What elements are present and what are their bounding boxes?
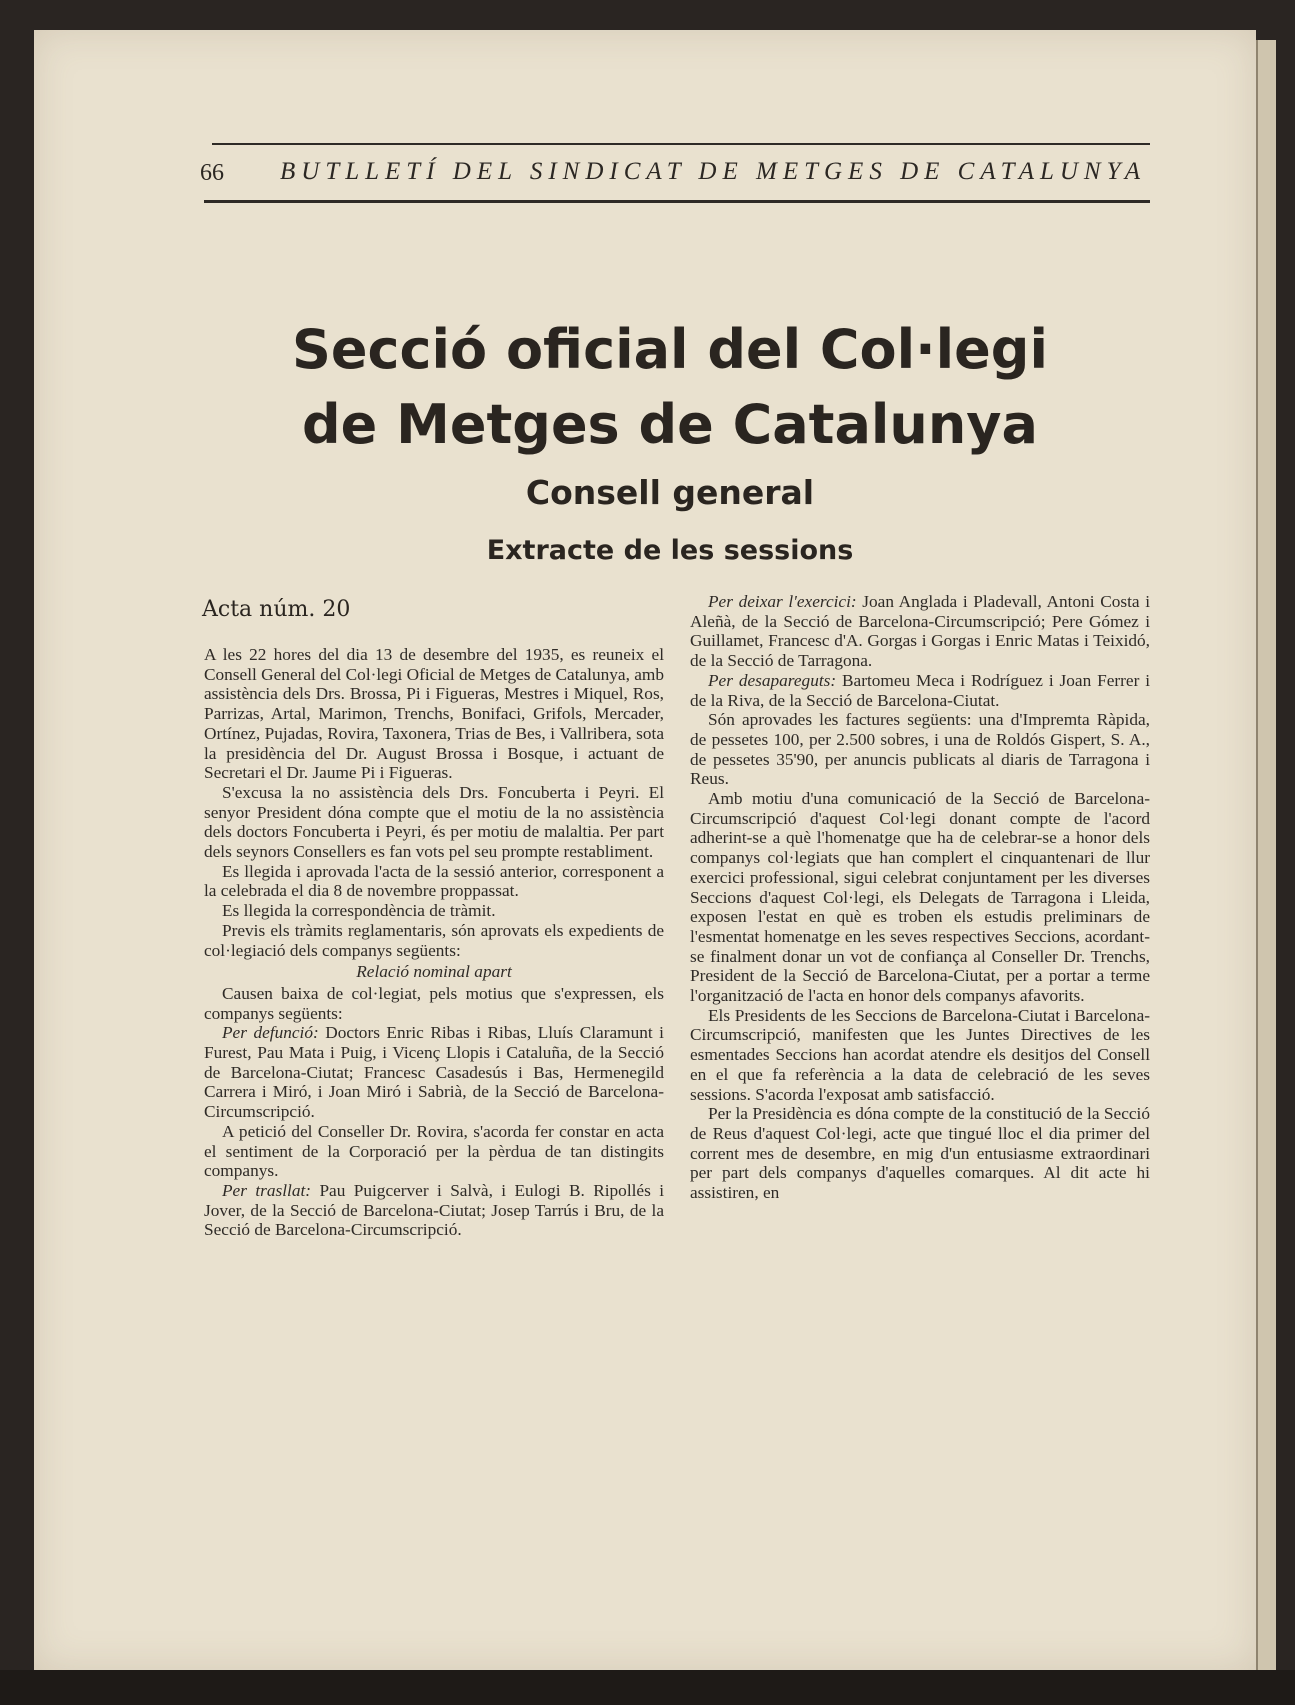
- scan-background: [0, 1670, 1295, 1705]
- acta-heading: Acta núm. 20: [202, 597, 351, 622]
- paragraph: Són aprovades les factures següents: una d'Impremta Ràpida, de pessetes 100, per 2.500 sobres, i una de Roldós Gispert, S. A., de pessetes 35'90, per anuncis publicats al diaris de Tarragona i Reus.: [690, 710, 1150, 789]
- paragraph: [204, 1181, 664, 1240]
- paragraph: [690, 592, 1150, 671]
- paragraph-text: Doctors Enric Ribas i Ribas, Lluís Claramunt i Furest, Pau Mata i Puig, i Vicenç Llopis i Cataluña, de la Secció de Barcelona-Ciutat; Francesc Casadesús i Bas, Hermenegild Carrera i Miró, i Joan Miró i Sabrià, de la Secció de Barcelona-Circumscripció.: [204, 1023, 664, 1122]
- paragraph-text: Joan Anglada i Pladevall, Antoni Costa i Aleñà, de la Secció de Barcelona-Circumscripció; Pere Gómez i Guillamet, Francesc d'A. Gorgas i Gorgas i Enric Matas i Teixidó, de la Secció de Tarragona.: [690, 592, 1150, 671]
- paragraph: [690, 671, 1150, 710]
- header-rule-top: [212, 143, 1150, 145]
- article-title-line2: de Metges de Catalunya: [302, 393, 1038, 456]
- paragraph: Causen baixa de col·legiat, pels motius que s'expressen, els companys següents:: [204, 983, 664, 1023]
- paragraph: Per la Presidència es dóna compte de la constitució de la Secció de Reus d'aquest Col·legi, acte que tingué lloc el dia primer del corrent mes de desembre, en mig d'un entusiasme extraordinari per part dels companys d'aquelles comarques. Al dit acte hi assistiren, en: [690, 1104, 1150, 1203]
- paragraph-label: Per deixar l'exercici:: [708, 592, 857, 611]
- left-column: [204, 645, 664, 1240]
- header-rule-bottom: [204, 200, 1150, 203]
- paragraph-label: Per trasllat:: [222, 1180, 312, 1200]
- section-heading: Extracte de les sessions: [486, 535, 854, 566]
- paragraph-text: Pau Puigcerver i Salvà, i Eulogi B. Ripollés i Jover, de la Secció de Barcelona-Ciutat; Josep Tarrús i Bru, de la Secció de Barcelona-Circumscripció.: [204, 1180, 665, 1240]
- article-subtitle: Consell general: [525, 473, 815, 512]
- paragraph-text: Bartomeu Meca i Rodríguez i Joan Ferrer i de la Riva, de la Secció de Barcelona-Ciutat.: [690, 670, 1151, 710]
- paragraph-label: Per defunció:: [222, 1023, 319, 1043]
- paragraph: Es llegida la correspondència de tràmit.: [222, 901, 496, 921]
- paragraph: Amb motiu d'una comunicació de la Secció de Barcelona-Circumscripció d'aquest Col·legi donant compte de l'acord adherint-se a què l'homenatge que ha de celebrar-se a honor dels companys col·legiats que han complert el cinquantenari de llur exercici professional, sigui celebrat conjuntament per les diverses Seccions d'aquest Col·legi, els Delegats de Tarragona i Lleida, exposen l'estat en què es troben els estudis preliminars de l'esmentat homenatge en les seves respectives Seccions, acordant-se finalment donar un vot de confiança al Conseller Dr. Trenchs, President de la Secció de Barcelona-Ciutat, per a portar a terme l'organització de l'acta en honor dels companys afavorits.: [690, 789, 1150, 1006]
- paragraph: [204, 1023, 664, 1122]
- running-header: [170, 118, 1150, 186]
- page-edge: [1256, 40, 1276, 1680]
- relacio-nominal: Relació nominal apart: [356, 962, 512, 982]
- right-column: [690, 592, 1150, 1203]
- paragraph: A petició del Conseller Dr. Rovira, s'acorda fer constar en acta el sentiment de la Corporació per la pèrdua de tan distingits companys.: [204, 1121, 664, 1181]
- paragraph: Els Presidents de les Seccions de Barcelona-Ciutat i Barcelona-Circumscripció, manifesten que les Juntes Directives de les esmentades Seccions han acordat atendre els desitjos del Consell en el que fa referència a la data de celebració de les seves sessions. S'acorda l'exposat amb satisfacció.: [690, 1005, 1150, 1104]
- paragraph: Previs els tràmits reglamentaris, són aprovats els expedients de col·legiació dels companys següents:: [204, 920, 664, 960]
- article-title-line1: Secció oficial del Col·legi: [292, 318, 1048, 381]
- running-title: BUTLLETÍ DEL SINDICAT DE METGES DE CATALUNYA: [280, 158, 1147, 185]
- paragraph: Es llegida i aprovada l'acta de la sessió anterior, corresponent a la celebrada el dia 8 de novembre proppassat.: [204, 861, 664, 901]
- paragraph: A les 22 hores del dia 13 de desembre del 1935, es reuneix el Consell General del Col·legi Oficial de Metges de Catalunya, amb assistència dels Drs. Brossa, Pi i Figueras, Mestres i Miquel, Ros, Parrizas, Artal, Marimon, Trenchs, Bonifaci, Grifols, Mercader, Ortínez, Pujadas, Rovira, Taxonera, Trias de Bes, i Vallribera, sota la presidència del Dr. August Brossa i Bosque, i actuant de Secretari el Dr. Jaume Pi i Figueras.: [204, 645, 664, 783]
- paragraph: S'excusa la no assistència dels Drs. Foncuberta i Peyri. El senyor President dóna compte que el motiu de la no assistència dels doctors Foncuberta i Peyri, és per motiu de malaltia. Per part dels seynors Consellers es fan vots pel seu prompte restabliment.: [204, 782, 664, 862]
- page-number: 66: [200, 160, 224, 186]
- paragraph-label: Per desapareguts:: [708, 670, 837, 690]
